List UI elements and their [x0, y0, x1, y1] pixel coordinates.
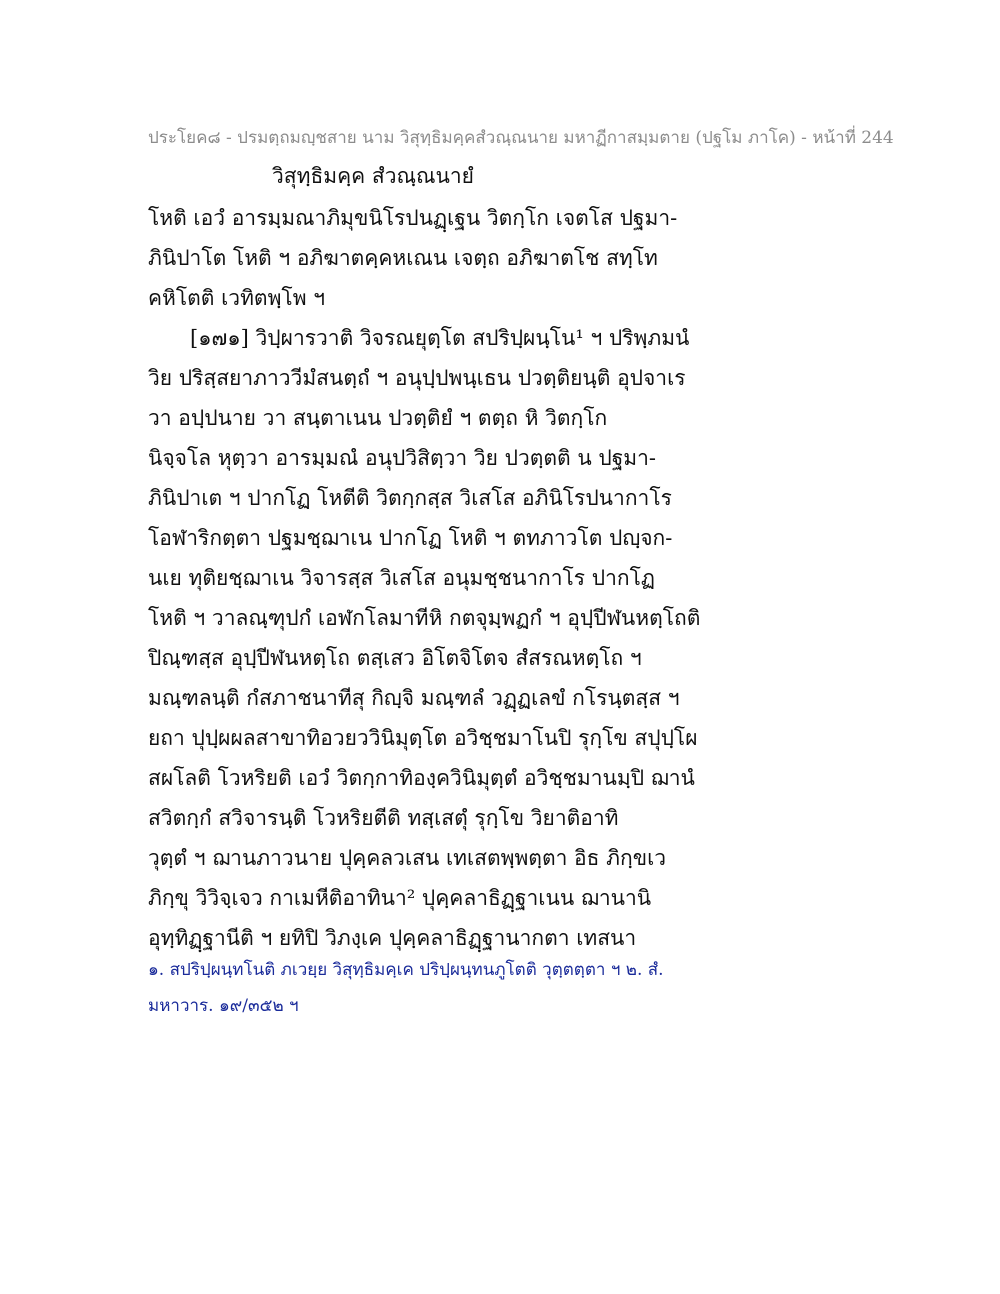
text-line: คหิโตติ เวทิตพฺโพ ฯ — [148, 286, 326, 310]
text-line: โอฬาริกตฺตา ปฐมชฺฌาเน ปากโฏ โหติ ฯ ตทภาวโต ปญฺจก- — [148, 526, 673, 550]
text-line: สวิตกฺกํ สวิจารนฺติ โวหริยตีติ ทสฺเสตุํ รุกฺโข วิยาติอาทิ — [148, 806, 619, 830]
text-line: มณฺฑลนฺติ กํสภาชนาทีสุ กิญฺจิ มณฺฑลํ วฏฺฏเลขํ กโรนฺตสฺส ฯ — [148, 686, 680, 710]
text-line: สผโลติ โวหริยติ เอวํ วิตกฺกาทิองฺควินิมุตฺตํ อวิชฺชมานมฺปิ ฌานํ — [148, 766, 695, 790]
page-title: วิสุทฺธิมคฺค สํวณฺณนายํ — [272, 164, 474, 188]
text-line: นิจฺจโล หุตฺวา อารมฺมณํ อนุปวิสิตฺวา วิย ปวตฺตติ น ปฐมา- — [148, 446, 657, 470]
text-line: โหติ ฯ วาลณฺฑุปกํ เอฬกโลมาทีหิ กตจุมฺพฏกํ ฯ อุปฺปีฬนหตฺโถติ — [148, 606, 701, 630]
text-line: อุทฺทิฏฺฐานีติ ฯ ยทิปิ วิภงฺเค ปุคฺคลาธิฏฺฐานากตา เทสนา — [148, 926, 637, 950]
text-line: วา อปฺปนาย วา สนฺตาเนน ปวตฺติยํ ฯ ตตฺถ หิ วิตกฺโก — [148, 406, 608, 430]
text-line: นเย ทุติยชฺฌาเน วิจารสฺส วิเสโส อนุมชฺชนากาโร ปากโฏ — [148, 566, 655, 590]
text-line: ภินิปาเต ฯ ปากโฏ โหตีติ วิตกฺกสฺส วิเสโส อภินิโรปนากาโร — [148, 486, 672, 510]
page-header: ประโยค๘ - ปรมตฺถมญฺชสาย นาม วิสุทฺธิมคฺคสํวณฺณนาย มหาฏีกาสมฺมตาย (ปฐโม ภาโค) - หน้าที่ 244 — [148, 128, 894, 148]
footnote-line: มหาวาร. ๑๙/๓๕๒ ฯ — [148, 996, 299, 1016]
text-line: ยถา ปุปฺผผลสาขาทิอวยววินิมุตฺโต อวิชฺชมาโนปิ รุกฺโข สปุปฺโผ — [148, 726, 698, 750]
text-line: ภิกฺขุ วิวิจฺเจว กาเมหีติอาทินา² ปุคฺคลาธิฏฺฐาเนน ฌานานิ — [148, 886, 652, 910]
footnote-line: ๑. สปริปฺผนฺทโนติ ภเวยฺย วิสุทฺธิมคฺเค ปริปฺผนฺทนภูโตติ วุตฺตตฺตา ฯ ๒. สํ. — [148, 960, 664, 980]
text-line: วิย ปริสฺสยาภาววีมํสนตฺถํ ฯ อนุปฺปพนฺเธน ปวตฺติยนฺติ อุปจาเร — [148, 366, 686, 390]
footnotes — [148, 952, 868, 1024]
text-line: ปิณฺฑสฺส อุปฺปีฬนหตฺโถ ตสฺเสว อิโตจิโตจ สํสรณหตฺโถ ฯ — [148, 646, 642, 670]
text-line: โหติ เอวํ อารมฺมณาภิมุขนิโรปนฏฺเฐน วิตกฺโก เจตโส ปฐมา- — [148, 206, 678, 230]
body-text — [148, 198, 868, 958]
paragraph-start-line: [๑๗๑] วิปฺผารวาติ วิจรณยุตฺโต สปริปฺผนฺโน¹ ฯ ปริพฺภมนํ — [190, 326, 690, 350]
text-line: วุตฺตํ ฯ ฌานภาวนาย ปุคฺคลวเสน เทเสตพฺพตฺตา อิธ ภิกฺขเว — [148, 846, 667, 870]
text-line: ภินิปาโต โหติ ฯ อภิฆาตคฺคหเณน เจตฺถ อภิฆาตโช สทฺโท — [148, 246, 658, 270]
